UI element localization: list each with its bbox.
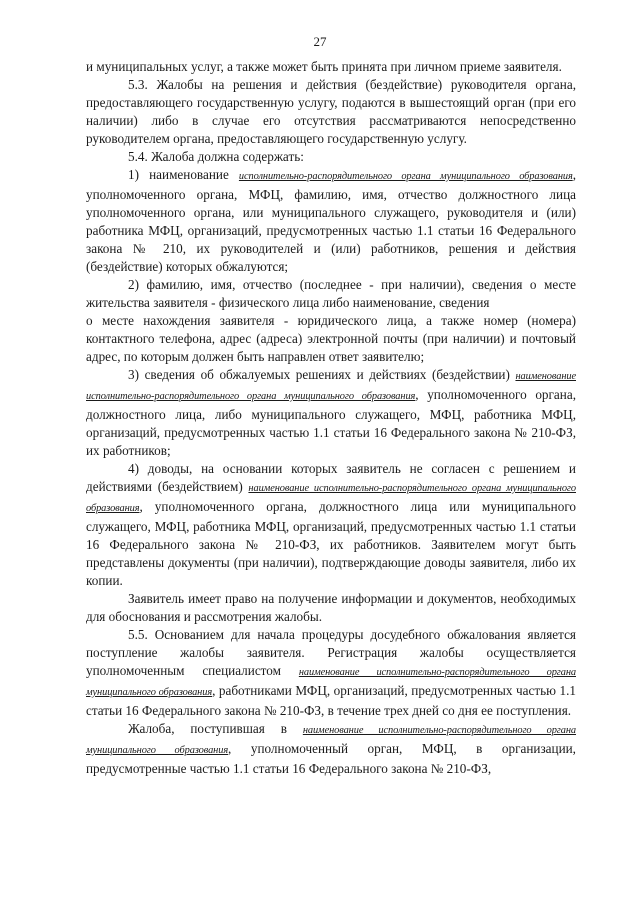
placeholder-organ-name: наименование исполнительно-распорядительного органа муниципального образования <box>86 371 576 402</box>
placeholder-organ-name: наименование исполнительно-распорядительного органа муниципального образования <box>86 483 576 514</box>
list-item-2: 2) фамилию, имя, отчество (последнее - при наличии), сведения о месте жительства заявителя - физического лица либо наименование, сведения <box>86 277 576 310</box>
list-item-3-text: 3) сведения об обжалуемых решениях и действиях (бездействии) <box>128 367 516 382</box>
list-item-1 <box>86 166 576 276</box>
list-item-3-rest: , уполномоченного органа, должностного лица, либо муниципального служащего, МФЦ, работника МФЦ, организаций, предусмотренных частью 1.1 статьи 16 Федерального закона № 210-ФЗ, их работников; <box>86 387 576 458</box>
paragraph-5-4: 5.4. Жалоба должна содержать: <box>128 149 304 164</box>
paragraph-rights: Заявитель имеет право на получение информации и документов, необходимых для обоснования и рассмотрения жалобы. <box>86 591 576 624</box>
paragraph-complaint-received <box>86 720 576 778</box>
list-item-4 <box>86 460 576 590</box>
list-item-4-rest: , уполномоченного органа, должностного лица или муниципального служащего, МФЦ, работника МФЦ, организаций, предусмотренных частью 1.1 статьи 16 Федерального закона № 210-ФЗ, их работников. Заявителем могут быть представлены документы (при наличии), подтверждающие доводы заявителя, либо их копии. <box>86 499 576 588</box>
paragraph-complaint-text: Жалоба, поступившая в <box>128 721 303 736</box>
list-item-3 <box>86 366 576 460</box>
list-item-4-text: 4) доводы, на основании которых заявитель не согласен с решением и действиями (бездействием) <box>86 461 576 494</box>
paragraph-5-5-rest: , работниками МФЦ, организаций, предусмотренных частью 1.1 статьи 16 Федерального закона № 210-ФЗ, в течение трех дней со дня ее поступления. <box>86 683 576 718</box>
list-item-2-continuation: о месте нахождения заявителя - юридического лица, а также номер (номера) контактного телефона, адрес (адреса) электронной почты (при наличии) и почтовый адрес, по которым должен быть направлен ответ заявителю; <box>86 313 576 364</box>
paragraph-continuation: и муниципальных услуг, а также может быть принята при личном приеме заявителя. <box>86 59 562 74</box>
paragraph-5-5-text: 5.5. Основанием для начала процедуры досудебного обжалования является поступление жалобы заявителя. Регистрация жалобы осуществляется уполномоченным специалистом <box>86 627 576 678</box>
document-body <box>86 58 576 778</box>
placeholder-organ-name: наименование исполнительно-распорядительного органа муниципального образования <box>86 725 577 756</box>
placeholder-organ-name: исполнительно-распорядительного органа муниципального образования <box>238 171 573 182</box>
paragraph-complaint-rest: , уполномоченный орган, МФЦ, в организации, предусмотренные частью 1.1 статьи 16 Федерального закона № 210-ФЗ, <box>86 741 576 776</box>
placeholder-organ-name: наименование исполнительно-распорядительного органа муниципального образования <box>86 667 576 698</box>
page-number: 27 <box>313 34 327 49</box>
paragraph-5-3: 5.3. Жалобы на решения и действия (бездействие) руководителя органа, предоставляющего государственную услугу, подаются в вышестоящий орган (при его наличии) либо в случае его отсутствия рассматриваются непосредственно руководителем органа, предоставляющего государственную услугу. <box>86 77 576 146</box>
list-item-1-rest: , уполномоченного органа, МФЦ, фамилию, имя, отчество должностного лица уполномоченного органа, или муниципального служащего, руководителя и (или) работника МФЦ, организаций, предусмотренных частью 1.1 статьи 16 Федерального закона № 210, их руководителей и (или) работников, решения и действия (бездействие) которых обжалуются; <box>86 167 576 274</box>
paragraph-5-5 <box>86 626 576 720</box>
list-item-1-text: 1) наименование <box>128 167 239 182</box>
